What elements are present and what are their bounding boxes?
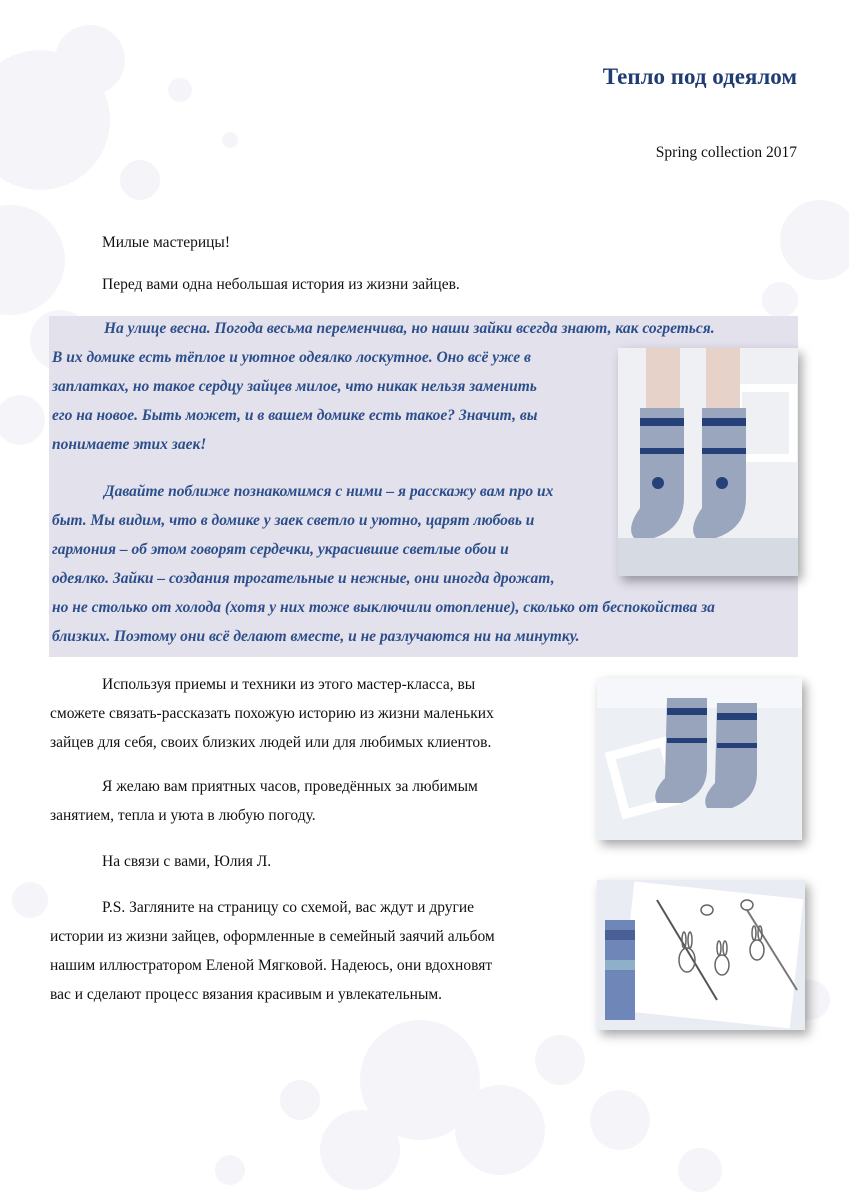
story2-line: Давайте поближе познакомимся с ними – я расскажу вам про их <box>104 483 554 500</box>
story1-line: В их домике есть тёплое и уютное одеялко лоскутное. Оно всё уже в <box>52 349 531 366</box>
page-subtitle: Spring collection 2017 <box>655 144 797 161</box>
photo-bunny-illustrations <box>597 880 805 1030</box>
wish-line: занятием, тепла и уюта в любую погоду. <box>50 807 316 824</box>
techniques-line: Используя приемы и техники из этого мастер-класса, вы <box>102 676 476 693</box>
ps-line: нашим иллюстратором Еленой Мягковой. Надеюсь, они вдохновят <box>50 957 493 974</box>
techniques-line: сможете связать-рассказать похожую историю из жизни маленьких <box>50 705 494 722</box>
story2-line: одеялко. Зайки – создания трогательные и нежные, они иногда дрожат, <box>52 570 555 587</box>
story2-line: но не столько от холода (хотя у них тоже выключили отопление), сколько от беспокойства за <box>52 599 715 616</box>
story2-line: гармония – об этом говорят сердечки, украсившие светлые обои и <box>52 541 509 558</box>
wish-paragraph <box>50 772 570 830</box>
ps-line: вас и сделают процесс вязания красивым и увлекательным. <box>50 986 443 1003</box>
page-title: Тепло под одеялом <box>602 64 797 89</box>
story2-line: близких. Поэтому они всё делают вместе, и не разлучаются ни на минутку. <box>52 628 580 645</box>
ps-paragraph <box>50 893 570 1009</box>
wish-line: Я желаю вам приятных часов, проведённых за любимым <box>102 778 478 795</box>
signature: На связи с вами, Юлия Л. <box>102 853 272 870</box>
photo-socks-on-legs <box>618 348 798 576</box>
greeting: Милые мастерицы! <box>102 234 231 251</box>
ps-line: истории из жизни зайцев, оформленные в семейный заячий альбом <box>50 928 495 945</box>
story1-line: заплатках, но такое сердцу зайцев милое, что никак нельзя заменить <box>52 378 537 395</box>
techniques-paragraph <box>50 670 570 757</box>
story1-line: понимаете этих заек! <box>52 436 207 453</box>
photo-socks-with-frame <box>597 678 802 840</box>
techniques-line: зайцев для себя, своих близких людей или для любимых клиентов. <box>50 734 492 751</box>
story1-line: На улице весна. Погода весьма переменчива, но наши зайки всегда знают, как согреться. <box>104 320 715 337</box>
ps-line: P.S. Загляните на страницу со схемой, вас ждут и другие <box>102 899 475 916</box>
story2-line: быт. Мы видим, что в домике у заек светло и уютно, царят любовь и <box>52 512 535 529</box>
intro-text: Перед вами одна небольшая история из жизни зайцев. <box>102 276 460 293</box>
story1-line: его на новое. Быть может, и в вашем домике есть такое? Значит, вы <box>52 407 538 424</box>
